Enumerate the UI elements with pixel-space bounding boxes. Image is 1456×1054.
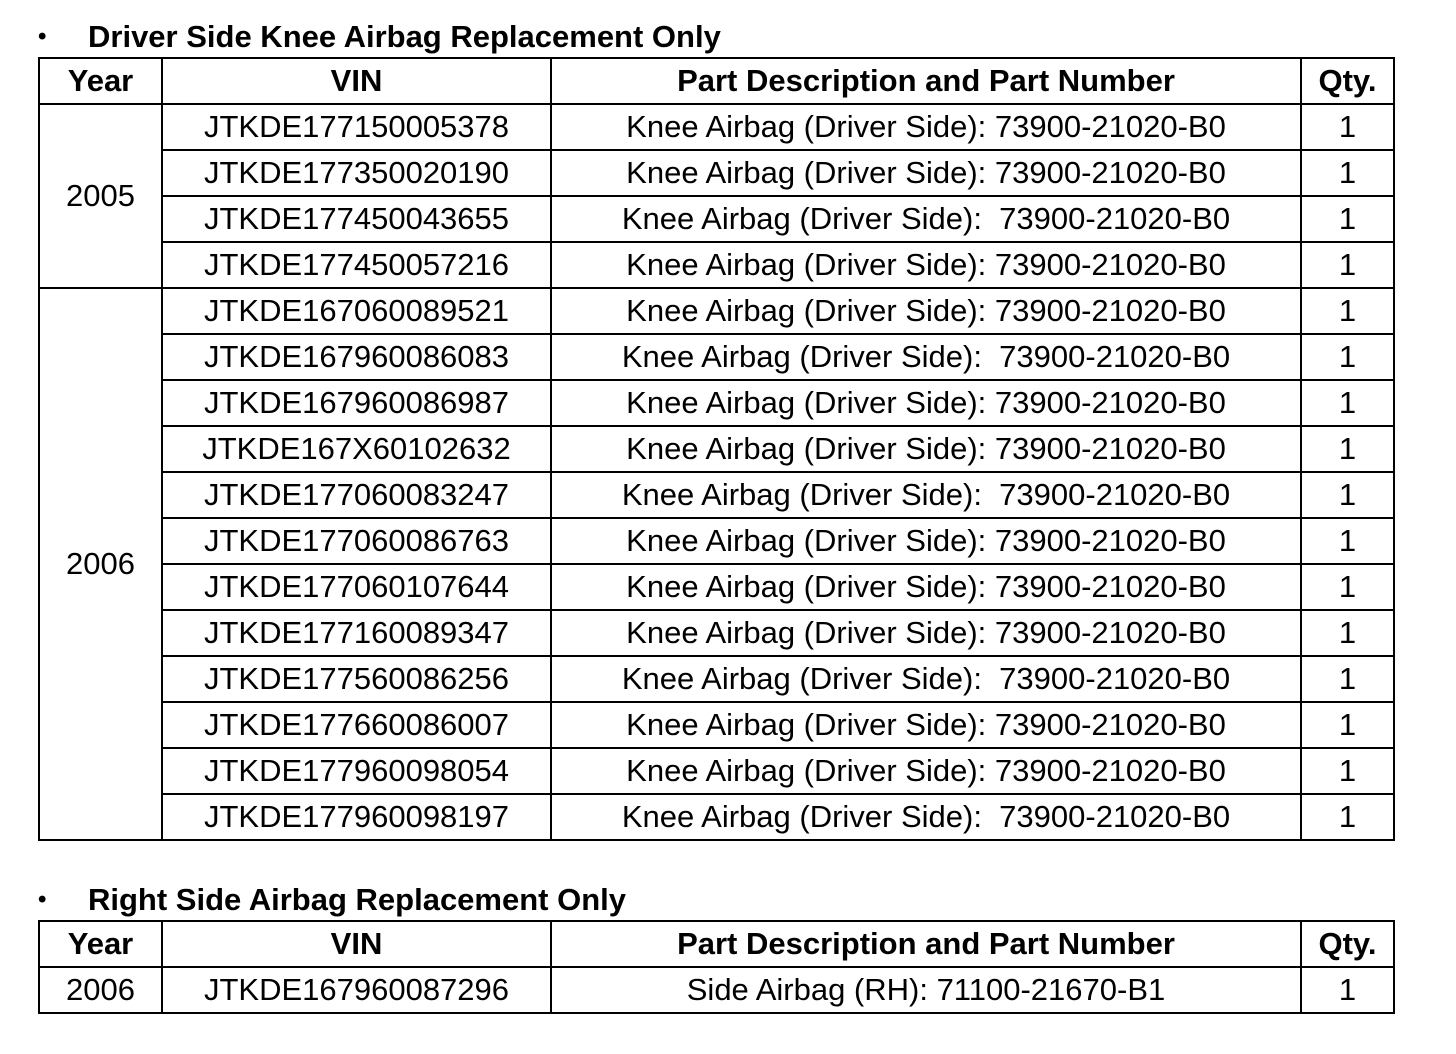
table-row (39, 748, 1394, 794)
vin-cell: JTKDE167X60102632 (162, 426, 551, 472)
side-section-heading (38, 883, 626, 917)
description-cell: Knee Airbag (Driver Side): 73900-21020-B0 (551, 702, 1301, 748)
table-row (39, 104, 1394, 150)
qty-cell: 1 (1301, 656, 1394, 702)
vin-cell: JTKDE177560086256 (162, 656, 551, 702)
knee-table-body (39, 104, 1394, 840)
knee-section-title: Driver Side Knee Airbag Replacement Only (88, 19, 721, 54)
description-cell: Knee Airbag (Driver Side): 73900-21020-B0 (551, 426, 1301, 472)
description-cell: Knee Airbag (Driver Side): 73900-21020-B0 (551, 242, 1301, 288)
bullet-icon: • (38, 23, 47, 50)
description-cell: Knee Airbag (Driver Side): 73900-21020-B0 (551, 196, 1301, 242)
table-row (39, 426, 1394, 472)
description-cell: Side Airbag (RH): 71100-21670-B1 (551, 967, 1301, 1013)
qty-cell: 1 (1301, 380, 1394, 426)
description-cell: Knee Airbag (Driver Side): 73900-21020-B0 (551, 380, 1301, 426)
qty-cell: 1 (1301, 150, 1394, 196)
description-cell: Knee Airbag (Driver Side): 73900-21020-B0 (551, 656, 1301, 702)
header-vin: VIN (162, 58, 551, 104)
qty-cell: 1 (1301, 967, 1394, 1013)
table-row (39, 334, 1394, 380)
header-description: Part Description and Part Number (551, 921, 1301, 967)
vin-cell: JTKDE167960086987 (162, 380, 551, 426)
vin-cell: JTKDE177160089347 (162, 610, 551, 656)
qty-cell: 1 (1301, 196, 1394, 242)
table-row (39, 656, 1394, 702)
qty-cell: 1 (1301, 794, 1394, 840)
header-year: Year (39, 921, 162, 967)
table-row (39, 196, 1394, 242)
description-cell: Knee Airbag (Driver Side): 73900-21020-B0 (551, 610, 1301, 656)
table-row (39, 380, 1394, 426)
vin-cell: JTKDE177960098054 (162, 748, 551, 794)
bullet-icon: • (38, 886, 47, 913)
description-cell: Knee Airbag (Driver Side): 73900-21020-B0 (551, 794, 1301, 840)
table-row (39, 472, 1394, 518)
header-year: Year (39, 58, 162, 104)
description-cell: Knee Airbag (Driver Side): 73900-21020-B0 (551, 564, 1301, 610)
vin-cell: JTKDE177960098197 (162, 794, 551, 840)
header-qty: Qty. (1301, 58, 1394, 104)
table-row (39, 610, 1394, 656)
vin-cell: JTKDE167960086083 (162, 334, 551, 380)
header-description: Part Description and Part Number (551, 58, 1301, 104)
qty-cell: 1 (1301, 702, 1394, 748)
vin-cell: JTKDE177450057216 (162, 242, 551, 288)
description-cell: Knee Airbag (Driver Side): 73900-21020-B0 (551, 748, 1301, 794)
vin-cell: JTKDE177060086763 (162, 518, 551, 564)
qty-cell: 1 (1301, 564, 1394, 610)
vin-cell: JTKDE177060107644 (162, 564, 551, 610)
vin-cell: JTKDE177350020190 (162, 150, 551, 196)
qty-cell: 1 (1301, 334, 1394, 380)
qty-cell: 1 (1301, 426, 1394, 472)
description-cell: Knee Airbag (Driver Side): 73900-21020-B0 (551, 334, 1301, 380)
qty-cell: 1 (1301, 242, 1394, 288)
description-cell: Knee Airbag (Driver Side): 73900-21020-B0 (551, 472, 1301, 518)
table-row (39, 518, 1394, 564)
vin-cell: JTKDE177150005378 (162, 104, 551, 150)
qty-cell: 1 (1301, 748, 1394, 794)
qty-cell: 1 (1301, 472, 1394, 518)
table-header-row (39, 58, 1394, 104)
side-section-title: Right Side Airbag Replacement Only (88, 882, 627, 917)
table-row (39, 288, 1394, 334)
vin-cell: JTKDE167960087296 (162, 967, 551, 1013)
header-qty: Qty. (1301, 921, 1394, 967)
year-cell: 2006 (39, 288, 162, 840)
description-cell: Knee Airbag (Driver Side): 73900-21020-B0 (551, 104, 1301, 150)
knee-airbag-table (38, 57, 1395, 841)
year-cell: 2005 (39, 104, 162, 288)
header-vin: VIN (162, 921, 551, 967)
qty-cell: 1 (1301, 518, 1394, 564)
table-row (39, 564, 1394, 610)
table-row (39, 967, 1394, 1013)
table-row (39, 794, 1394, 840)
description-cell: Knee Airbag (Driver Side): 73900-21020-B0 (551, 518, 1301, 564)
description-cell: Knee Airbag (Driver Side): 73900-21020-B0 (551, 288, 1301, 334)
table-row (39, 242, 1394, 288)
vin-cell: JTKDE177660086007 (162, 702, 551, 748)
year-cell: 2006 (39, 967, 162, 1013)
qty-cell: 1 (1301, 104, 1394, 150)
table-header-row (39, 921, 1394, 967)
qty-cell: 1 (1301, 288, 1394, 334)
knee-section-heading (38, 20, 721, 54)
description-cell: Knee Airbag (Driver Side): 73900-21020-B0 (551, 150, 1301, 196)
qty-cell: 1 (1301, 610, 1394, 656)
table-row (39, 150, 1394, 196)
side-airbag-table (38, 920, 1395, 1014)
side-table-body (39, 967, 1394, 1013)
vin-cell: JTKDE177450043655 (162, 196, 551, 242)
table-row (39, 702, 1394, 748)
vin-cell: JTKDE167060089521 (162, 288, 551, 334)
vin-cell: JTKDE177060083247 (162, 472, 551, 518)
